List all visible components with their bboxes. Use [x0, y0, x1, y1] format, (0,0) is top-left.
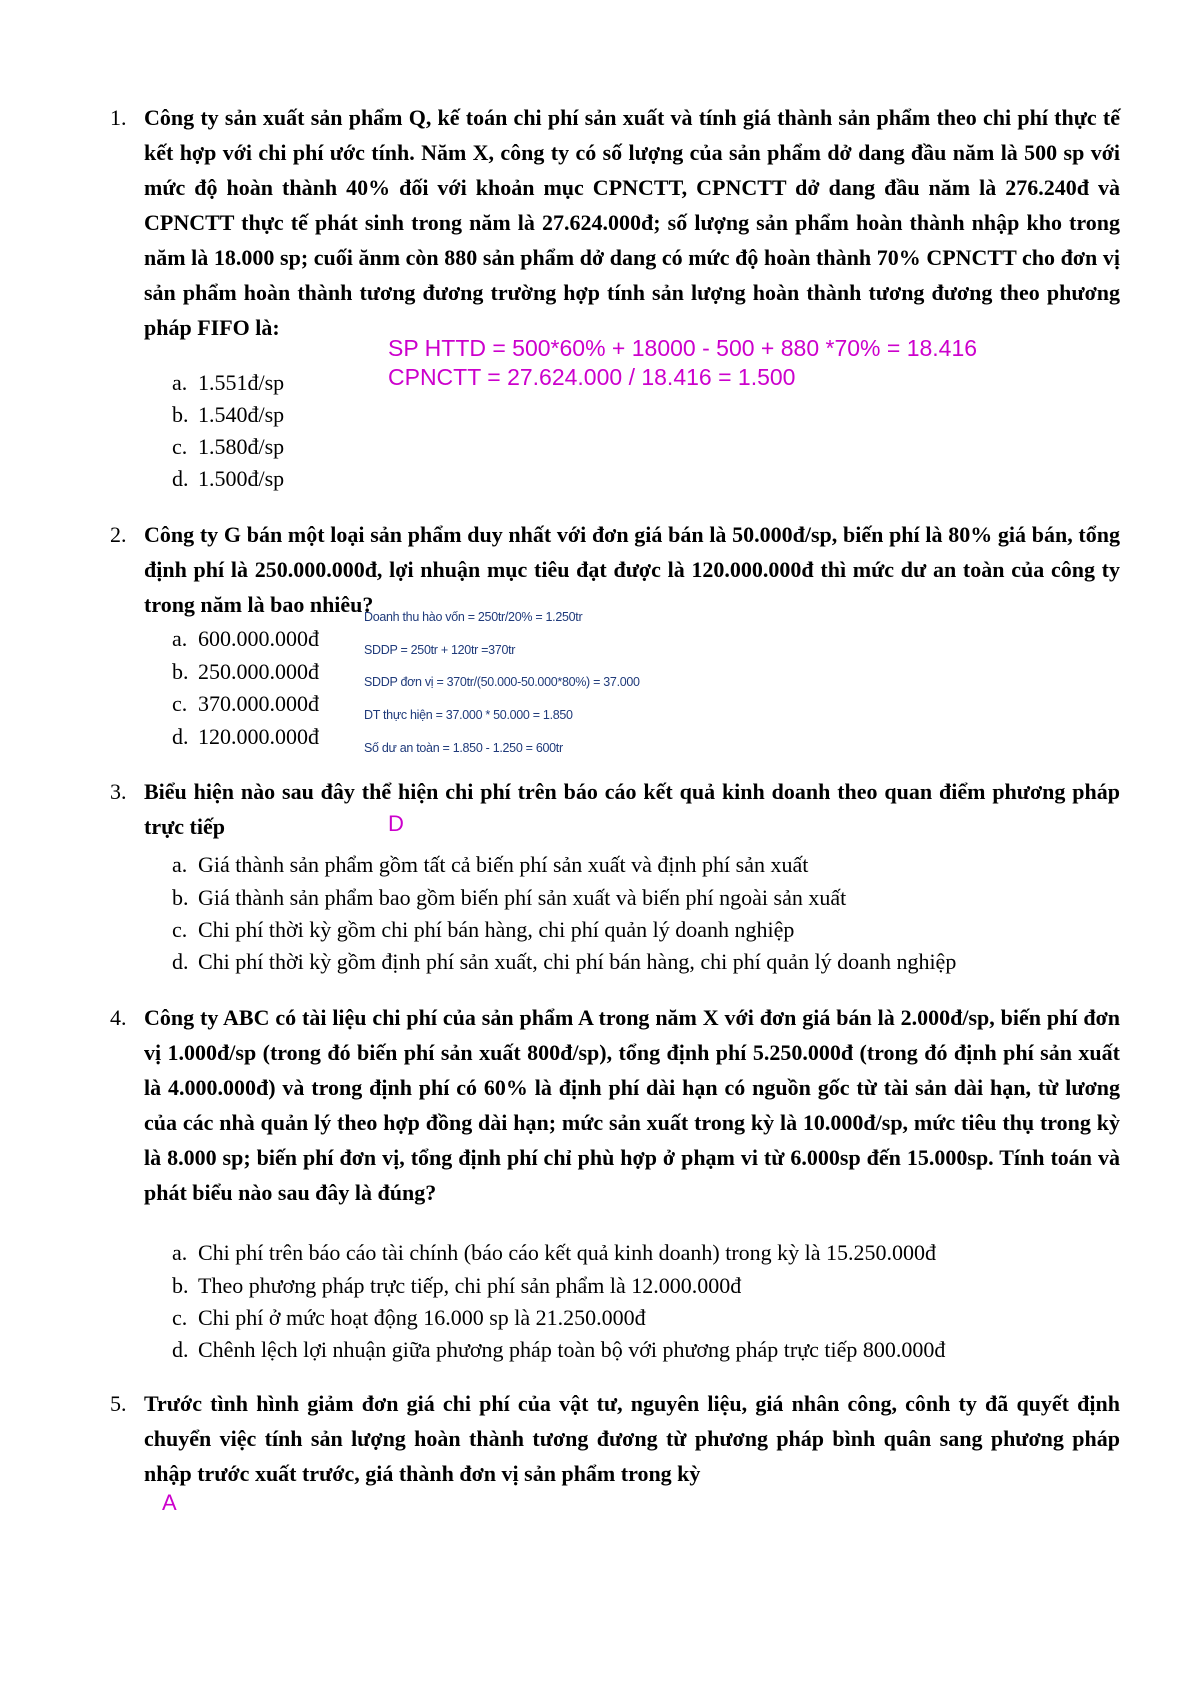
option-a: a. 600.000.000đ: [172, 626, 319, 651]
option-b: b. 250.000.000đ: [172, 659, 319, 684]
solution-note: SDDP = 250tr + 120tr =370tr: [364, 643, 516, 657]
answer-mark: A: [162, 1490, 177, 1515]
question-number: 5.: [110, 1391, 127, 1416]
option-c: c. Chi phí thời kỳ gồm chi phí bán hàng, chi phí quản lý doanh nghiệp: [172, 917, 795, 942]
option-b: b. 1.540đ/sp: [172, 402, 285, 427]
question-5: [110, 1386, 1120, 1491]
solution-note: CPNCTT = 27.624.000 / 18.416 = 1.500: [388, 364, 796, 390]
option-c: c. 370.000.000đ: [172, 691, 319, 716]
option-b: b. Theo phương pháp trực tiếp, chi phí sản phẩm là 12.000.000đ: [172, 1273, 742, 1298]
solution-note: DT thực hiện = 37.000 * 50.000 = 1.850: [364, 708, 573, 722]
question-number: 1.: [110, 105, 127, 130]
question-3: [110, 774, 1120, 844]
solution-note: SP HTTD = 500*60% + 18000 - 500 + 880 *70% = 18.416: [388, 335, 978, 361]
option-a: a. Chi phí trên báo cáo tài chính (báo cáo kết quả kinh doanh) trong kỳ là 15.250.000đ: [172, 1240, 937, 1265]
question-text: Trước tình hình giảm đơn giá chi phí của vật tư, nguyên liệu, giá nhân công, cônh ty đã quyết định chuyển việc tính sản lượng hoàn thành tương đương từ phương pháp bình quân sang phương pháp nhập trước xuất trước, giá thành đơn vị sản phẩm trong kỳ: [144, 1391, 1120, 1486]
solution-note: SDDP đơn vị = 370tr/(50.000-50.000*80%) = 37.000: [364, 675, 640, 689]
option-a: a. 1.551đ/sp: [172, 370, 285, 395]
question-number: 4.: [110, 1005, 127, 1030]
question-1: [110, 100, 1120, 345]
question-text: Công ty G bán một loại sản phẩm duy nhất với đơn giá bán là 50.000đ/sp, biến phí là 80% giá bán, tổng định phí là 250.000.000đ, lợi nhuận mục tiêu đạt được là 120.000.000đ thì mức dư an toàn của công ty trong năm là bao nhiêu?: [144, 522, 1120, 617]
question-number: 3.: [110, 779, 127, 804]
option-d: d. 1.500đ/sp: [172, 466, 285, 491]
question-text: Công ty ABC có tài liệu chi phí của sản phẩm A trong năm X với đơn giá bán là 2.000đ/sp, biến phí đơn vị 1.000đ/sp (trong đó biến phí sản xuất 800đ/sp), tổng định phí 5.250.000đ (trong đó định phí sản xuất là 4.000.000đ) và trong định phí có 60% là định phí dài hạn có nguồn gốc từ tài sản dài hạn, từ lương của các nhà quản lý theo hợp đồng dài hạn; mức sản xuất trong kỳ là 10.000đ/sp, mức tiêu thụ trong kỳ là 8.000 sp; biến phí đơn vị, tổng định phí chỉ phù hợp ở phạm vi từ 6.000sp đến 15.000sp. Tính toán và phát biểu nào sau đây là đúng?: [144, 1005, 1120, 1205]
option-d: d. 120.000.000đ: [172, 724, 319, 749]
option-c: c. 1.580đ/sp: [172, 434, 285, 459]
question-2: [110, 517, 1120, 622]
question-text: Công ty sản xuất sản phẩm Q, kế toán chi phí sản xuất và tính giá thành sản phẩm theo chi phí thực tế kết hợp với chi phí ước tính. Năm X, công ty có số lượng của sản phẩm dở dang đầu năm là 500 sp với mức độ hoàn thành 40% đối với khoản mục CPNCTT, CPNCTT dở dang đầu năm là 276.240đ và CPNCTT thực tế phát sinh trong năm là 27.624.000đ; số lượng sản phẩm hoàn thành nhập kho trong năm là 18.000 sp; cuối ănm còn 880 sản phẩm dở dang có mức độ hoàn thành 70% CPNCTT cho đơn vị sản phẩm hoàn thành tương đương trường hợp tính sản lượng hoàn thành tương đương theo phương pháp FIFO là:: [144, 105, 1120, 340]
option-d: d. Chênh lệch lợi nhuận giữa phương pháp toàn bộ với phương pháp trực tiếp 800.000đ: [172, 1337, 946, 1362]
question-4: [110, 1000, 1120, 1210]
solution-note: Số dư an toàn = 1.850 - 1.250 = 600tr: [364, 741, 563, 755]
answer-mark: D: [388, 811, 404, 836]
option-b: b. Giá thành sản phẩm bao gồm biến phí sản xuất và biến phí ngoài sản xuất: [172, 885, 847, 910]
question-number: 2.: [110, 522, 127, 547]
option-d: d. Chi phí thời kỳ gồm định phí sản xuất, chi phí bán hàng, chi phí quản lý doanh nghiệp: [172, 949, 957, 974]
question-text: Biểu hiện nào sau đây thể hiện chi phí trên báo cáo kết quả kinh doanh theo quan điểm phương pháp trực tiếp: [144, 779, 1120, 839]
option-c: c. Chi phí ở mức hoạt động 16.000 sp là 21.250.000đ: [172, 1305, 646, 1330]
option-a: a. Giá thành sản phẩm gồm tất cả biến phí sản xuất và định phí sản xuất: [172, 852, 809, 877]
solution-note: Doanh thu hào vốn = 250tr/20% = 1.250tr: [364, 610, 583, 624]
